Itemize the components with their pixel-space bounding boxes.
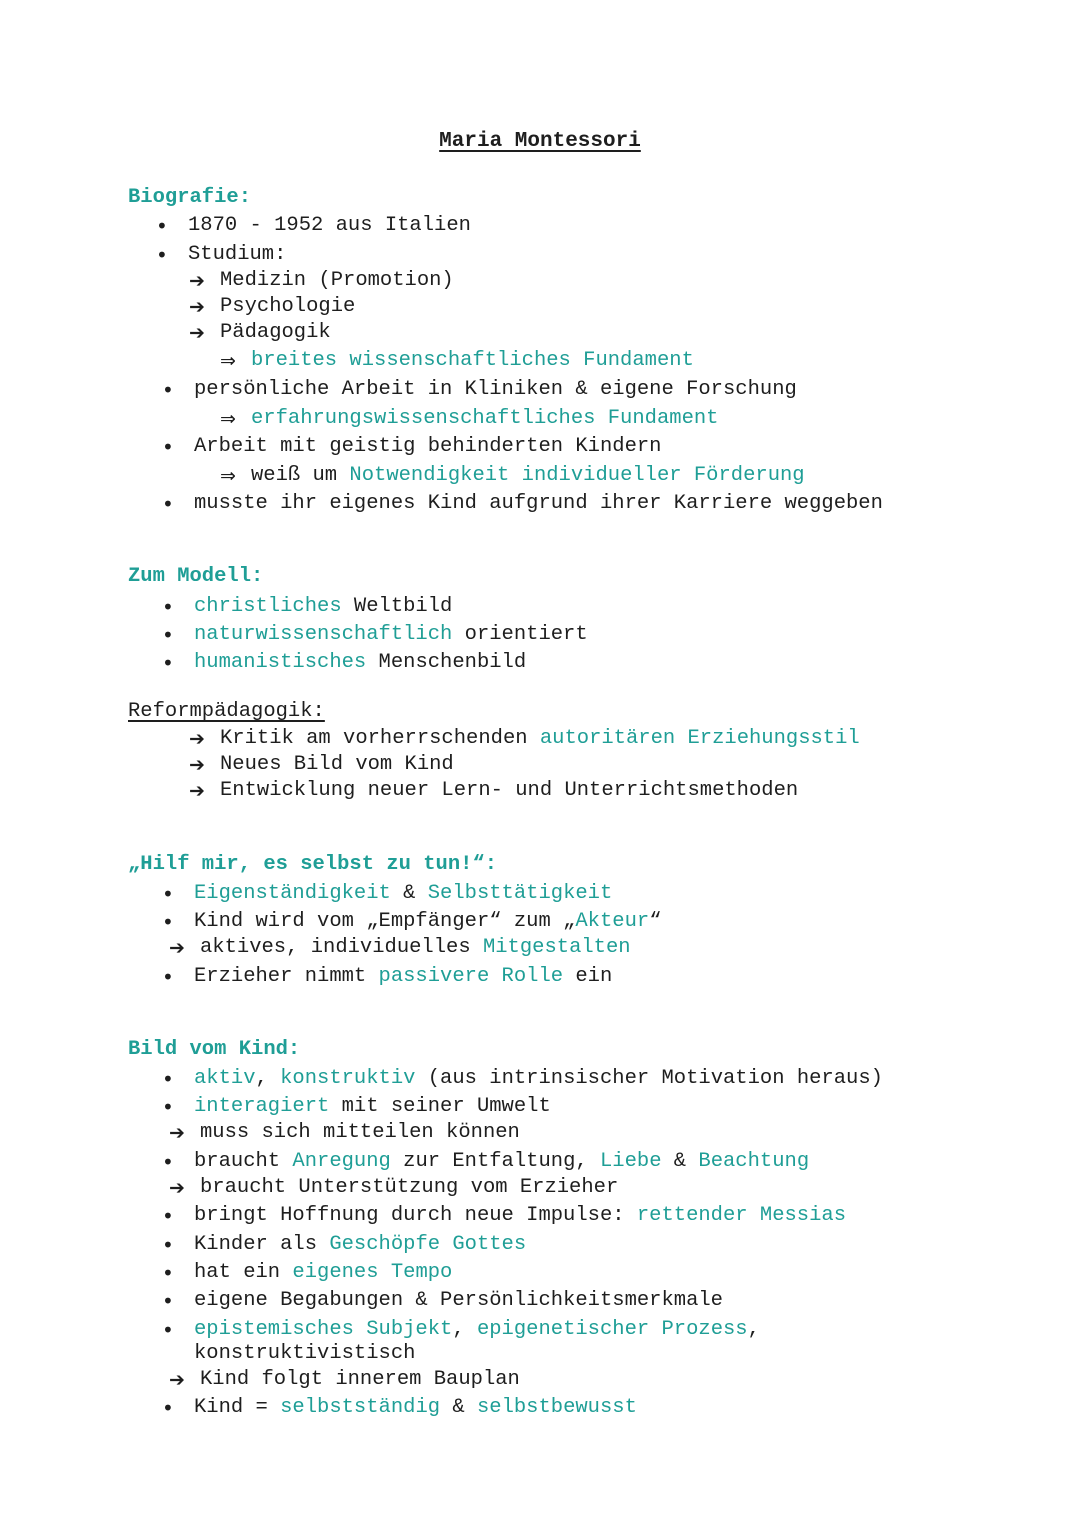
text-segment: Erzieher nimmt [194, 965, 379, 988]
highlight-term: naturwissenschaftlich [194, 623, 453, 646]
text-segment: Neues Bild vom Kind [220, 753, 454, 776]
list-item [194, 1067, 883, 1091]
list-item [194, 1261, 452, 1285]
highlight-term: rettender Messias [636, 1204, 847, 1227]
text-segment: Kinder als [194, 1233, 330, 1256]
list-item [194, 492, 883, 516]
text-segment: Weltbild [341, 595, 453, 618]
text-segment: muss sich mitteilen können [200, 1121, 520, 1144]
highlight-term: erfahrungswissenschaftliches Fundament [251, 407, 719, 430]
list-item [194, 1204, 846, 1228]
highlight-term: konstruktiv [280, 1067, 416, 1090]
list-item [194, 378, 797, 402]
heading-hilf-mir: „Hilf mir, es selbst zu tun!“: [128, 853, 498, 876]
text-segment: (aus intrinsischer Motivation heraus) [415, 1067, 883, 1090]
text-segment: weiß um [251, 464, 350, 487]
text-segment: braucht [194, 1150, 293, 1173]
text-segment: konstruktivistisch [194, 1342, 416, 1365]
text-segment: Menschenbild [366, 651, 527, 674]
highlight-term: Selbsttätigkeit [427, 882, 613, 905]
implies-item [251, 349, 694, 373]
list-item [194, 1233, 526, 1257]
highlight-term: Mitgestalten [482, 936, 631, 959]
text-segment: “ [649, 910, 662, 933]
text-segment: Entwicklung neuer Lern- und Unterrichtsmethoden [220, 779, 799, 802]
text-segment: ein [563, 965, 613, 988]
text-segment: & [661, 1150, 699, 1173]
text-segment: bringt Hoffnung durch neue Impulse: [194, 1204, 637, 1227]
text-segment: , [747, 1318, 760, 1341]
text-segment: , [452, 1318, 477, 1341]
list-item [194, 623, 588, 647]
highlight-term: Geschöpfe Gottes [329, 1233, 527, 1256]
list-item [194, 651, 526, 675]
list-item [188, 214, 471, 238]
list-item [194, 882, 612, 906]
text-segment: Studium: [188, 243, 287, 266]
list-item [194, 1150, 809, 1174]
arrow-item [200, 1368, 520, 1392]
text-segment: zur Entfaltung, [390, 1150, 600, 1173]
highlight-term: selbstbewusst [476, 1396, 637, 1419]
text-segment: braucht Unterstützung vom Erzieher [200, 1176, 619, 1199]
highlight-term: interagiert [194, 1095, 330, 1118]
list-item [188, 243, 286, 267]
arrow-item [220, 269, 454, 293]
highlight-term: Anregung [292, 1150, 391, 1173]
highlight-term: passivere Rolle [378, 965, 564, 988]
arrow-item [220, 295, 355, 319]
highlight-term: selbstständig [280, 1396, 441, 1419]
highlight-term: Liebe [599, 1150, 662, 1173]
text-segment: 1870 - 1952 aus Italien [188, 214, 471, 237]
arrow-item [200, 1121, 520, 1145]
highlight-term: eigenes Tempo [292, 1261, 453, 1284]
arrow-item [220, 753, 454, 777]
highlight-term: humanistisches [194, 651, 367, 674]
text-segment: Kind wird vom „Empfänger“ zum „ [194, 910, 576, 933]
arrow-item [220, 321, 331, 345]
highlight-term: aktiv [194, 1067, 256, 1090]
text-segment: hat ein [194, 1261, 293, 1284]
arrow-item [220, 727, 860, 751]
list-item [194, 1396, 637, 1420]
highlight-term: Notwendigkeit individueller Förderung [349, 464, 805, 487]
text-segment: & [390, 882, 428, 905]
arrow-item [200, 1176, 618, 1200]
implies-item [251, 407, 718, 431]
page-title: Maria Montessori [439, 130, 641, 153]
heading-biografie: Biografie: [128, 186, 252, 209]
list-item [194, 1289, 723, 1313]
implies-item [251, 464, 805, 488]
text-segment: Kind = [194, 1396, 281, 1419]
text-segment: musste ihr eigenes Kind aufgrund ihrer Karriere weggeben [194, 492, 883, 515]
highlight-term: christliches [194, 595, 342, 618]
text-segment: , [255, 1067, 281, 1090]
text-segment: & [440, 1396, 477, 1419]
list-item [194, 910, 662, 934]
text-segment: Kind folgt innerem Bauplan [200, 1368, 520, 1391]
text-segment: Psychologie [220, 295, 356, 318]
text-segment: Kritik am vorherrschenden [220, 727, 540, 750]
highlight-term: Eigenständigkeit [194, 882, 391, 905]
list-item [194, 1095, 551, 1119]
list-item [194, 1318, 760, 1342]
highlight-term: breites wissenschaftliches Fundament [251, 349, 694, 372]
text-segment: persönliche Arbeit in Kliniken & eigene Forschung [194, 378, 797, 401]
heading-modell: Zum Modell: [128, 565, 264, 588]
highlight-term: Akteur [575, 910, 650, 933]
text-segment: aktives, individuelles [200, 936, 483, 959]
highlight-term: autoritären Erziehungsstil [539, 727, 860, 750]
heading-reformpaedagogik: Reformpädagogik: [128, 700, 325, 723]
highlight-term: epistemisches Subjekt [194, 1318, 453, 1341]
arrow-item [200, 936, 631, 960]
heading-bild-vom-kind: Bild vom Kind: [128, 1038, 301, 1061]
highlight-term: Beachtung [698, 1150, 810, 1173]
list-item [194, 595, 452, 619]
text-segment: Pädagogik [220, 321, 331, 344]
text-segment: orientiert [452, 623, 588, 646]
highlight-term: epigenetischer Prozess [476, 1318, 748, 1341]
text-segment: mit seiner Umwelt [329, 1095, 551, 1118]
list-item [194, 1342, 415, 1366]
text-segment: eigene Begabungen & Persönlichkeitsmerkmale [194, 1289, 723, 1312]
text-segment: Medizin (Promotion) [220, 269, 454, 292]
arrow-item [220, 779, 798, 803]
list-item [194, 435, 661, 459]
text-segment: Arbeit mit geistig behinderten Kindern [194, 435, 662, 458]
list-item [194, 965, 612, 989]
